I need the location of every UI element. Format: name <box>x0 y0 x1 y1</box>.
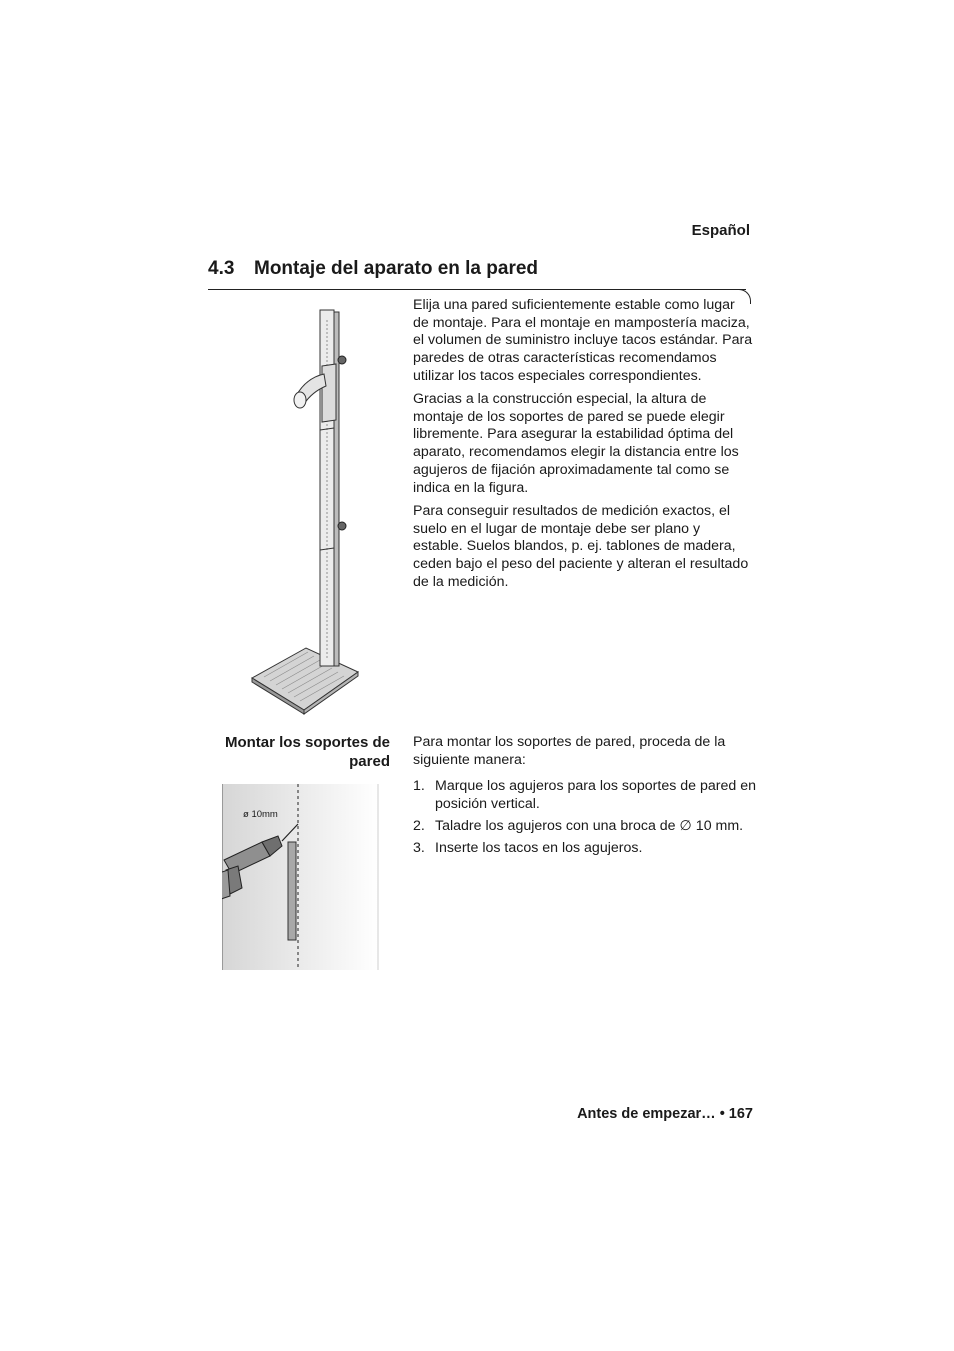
language-label: Español <box>691 222 750 239</box>
step-number: 1. <box>413 778 425 794</box>
step-number: 2. <box>413 817 425 834</box>
drill-size-label: ø 10mm <box>243 809 278 820</box>
paragraph-mount-height: Gracias a la construcción especial, la altura de montaje de los soportes de pared se puede elegir libremente. Para asegurar la estabilidad óptima del aparato, recomendamos elegir la distancia entre los agujeros de fijación aproximadamente tal como se indica en la figura. <box>413 391 739 496</box>
steps-list <box>413 778 758 862</box>
step-text: Taladre los agujeros con una broca de ∅ 10 mm. <box>435 817 744 834</box>
stadiometer-illustration <box>248 300 368 720</box>
section-number: 4.3 <box>208 258 235 279</box>
subsection-intro: Para montar los soportes de pared, proceda de la siguiente manera: <box>413 734 726 768</box>
paragraph-floor: Para conseguir resultados de medición exactos, el suelo en el lugar de montaje debe ser plano y estable. Suelos blandos, p. ej. tablones de madera, ceden bajo el peso del paciente y alteran el resultado de la medición. <box>413 503 749 590</box>
subsection-title: Montar los soportes de pared <box>224 734 390 770</box>
list-item <box>413 818 758 836</box>
step-text: Inserte los tacos en los agujeros. <box>435 840 643 857</box>
paragraph-wall-choice: Elija una pared suficientemente estable como lugar de montaje. Para el montaje en mampostería maciza, el volumen de suministro incluye tacos estándar. Para paredes de otras características recomendamos utilizar los tacos especiales correspondientes. <box>413 297 753 384</box>
page-footer: Antes de empezar… • 167 <box>577 1106 753 1122</box>
step-number: 3. <box>413 840 425 857</box>
list-item <box>413 840 758 858</box>
list-item <box>413 778 758 813</box>
section-title <box>208 258 538 280</box>
section-title-text: Montaje del aparato en la pared <box>254 258 539 279</box>
title-rule <box>208 289 746 290</box>
step-text: Marque los agujeros para los soportes de pared en posición vertical. <box>435 778 756 812</box>
